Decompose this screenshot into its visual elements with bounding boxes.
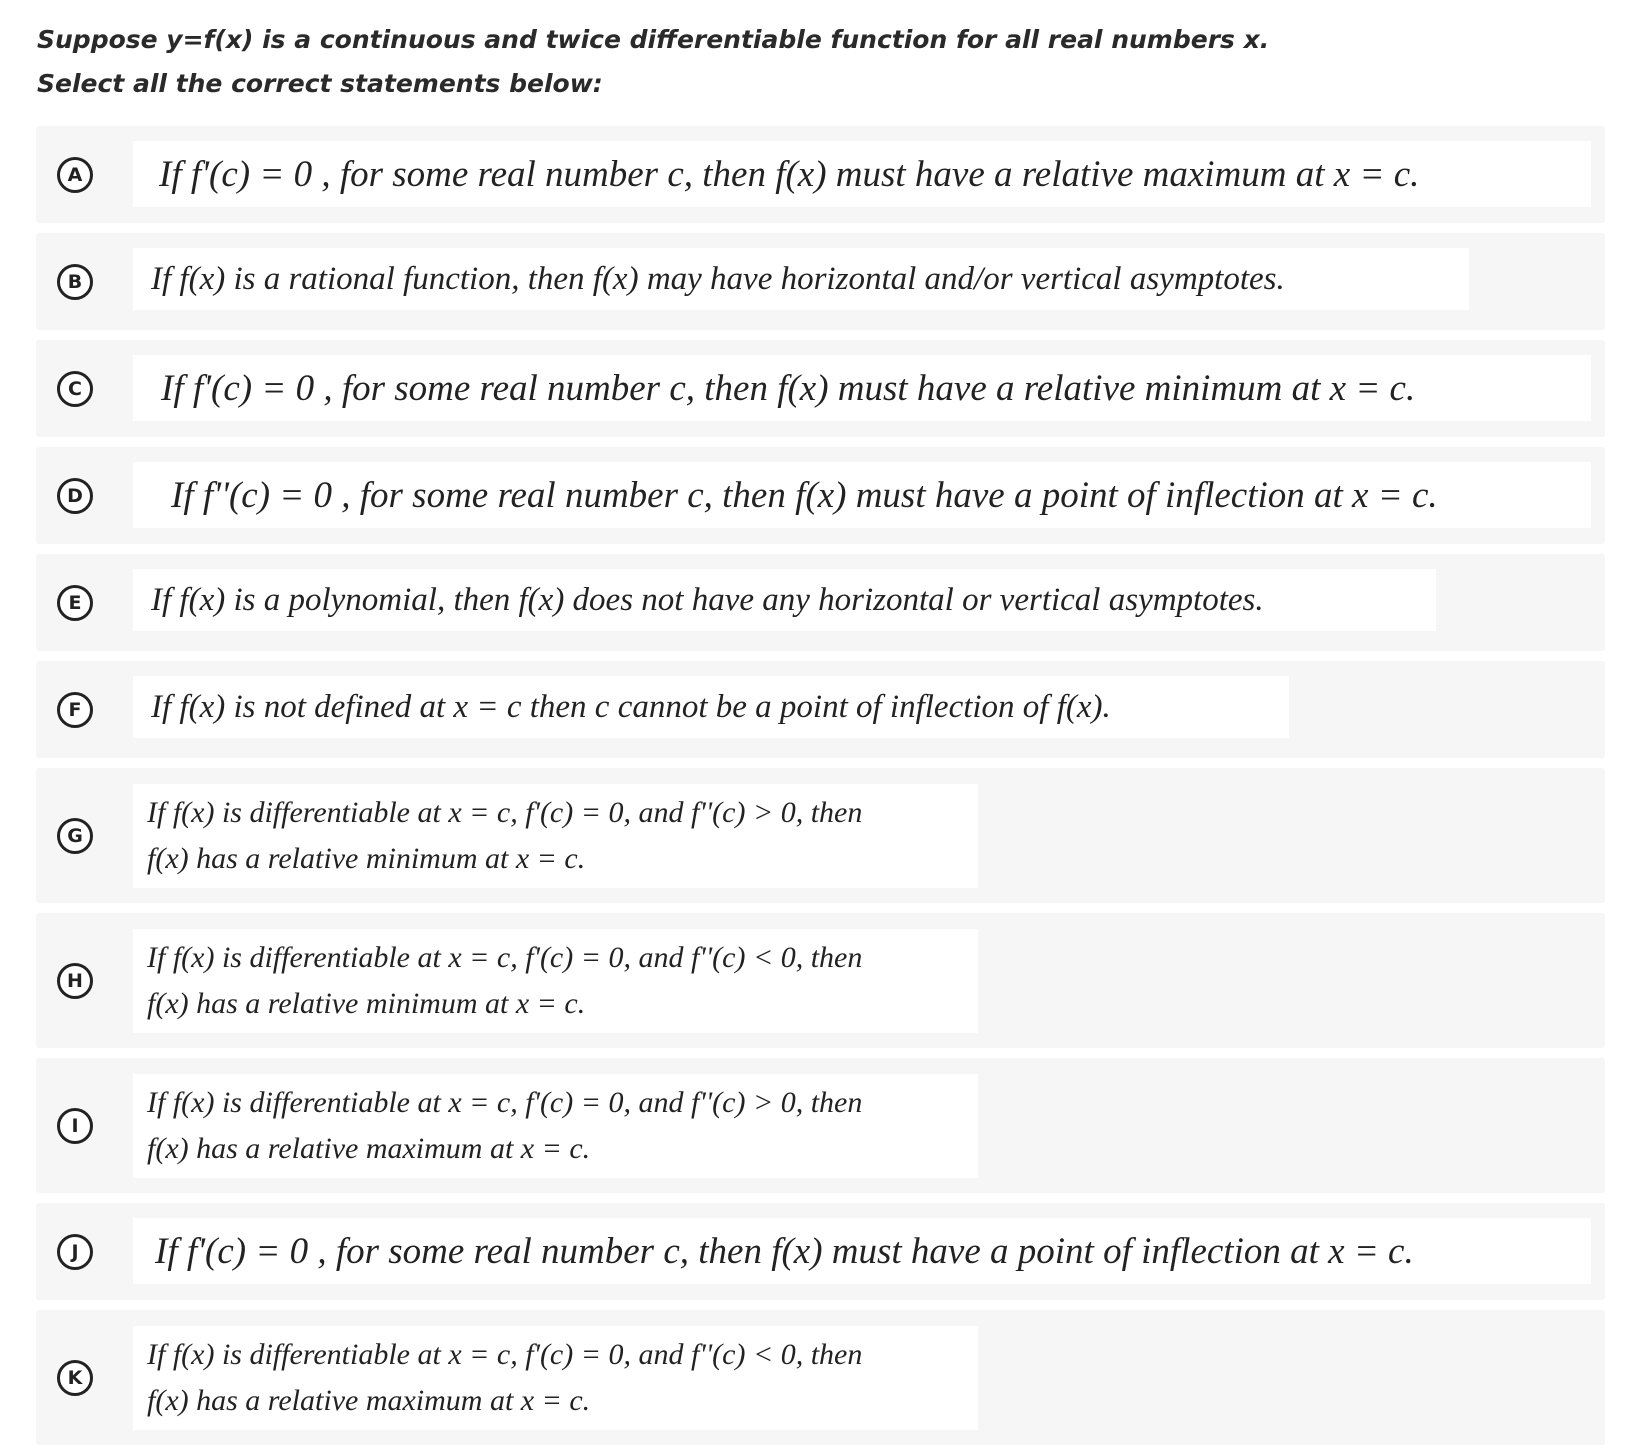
option-a-letter-badge[interactable]: A [57, 157, 93, 193]
option-a[interactable] [36, 126, 1605, 223]
question-line-1: Suppose y=f(x) is a continuous and twice differentiable function for all real numbers x. [37, 25, 1270, 54]
option-i-statement-line-2: f(x) has a relative maximum at x = c. [147, 1132, 591, 1165]
option-d-statement: If f''(c) = 0 , for some real number c, then f(x) must have a point of inflection at x = c. [133, 462, 1591, 528]
question-prompt [37, 18, 1269, 106]
option-d-letter-badge[interactable]: D [57, 478, 93, 514]
option-h-statement [133, 929, 978, 1033]
option-e-statement: If f(x) is a polynomial, then f(x) does not have any horizontal or vertical asymptotes. [133, 569, 1436, 631]
option-f[interactable] [36, 661, 1605, 758]
option-g[interactable] [36, 768, 1605, 903]
option-c-statement: If f'(c) = 0 , for some real number c, then f(x) must have a relative minimum at x = c. [133, 355, 1591, 421]
option-f-statement: If f(x) is not defined at x = c then c cannot be a point of inflection of f(x). [133, 676, 1289, 738]
option-k-letter-badge[interactable]: K [57, 1360, 93, 1396]
option-d[interactable] [36, 447, 1605, 544]
option-h-letter-badge[interactable]: H [57, 963, 93, 999]
option-i-statement [133, 1074, 978, 1178]
option-h-statement-line-1: If f(x) is differentiable at x = c, f'(c) = 0, and f''(c) < 0, then [147, 941, 863, 974]
option-c-letter-badge[interactable]: C [57, 371, 93, 407]
option-h-statement-line-2: f(x) has a relative minimum at x = c. [147, 987, 586, 1020]
option-e[interactable] [36, 554, 1605, 651]
option-j-statement: If f'(c) = 0 , for some real number c, then f(x) must have a point of inflection at x = c. [133, 1218, 1591, 1284]
option-i-statement-line-1: If f(x) is differentiable at x = c, f'(c) = 0, and f''(c) > 0, then [147, 1086, 863, 1119]
option-k-statement-line-2: f(x) has a relative maximum at x = c. [147, 1384, 591, 1417]
question-line-2: Select all the correct statements below: [37, 69, 603, 98]
option-c[interactable] [36, 340, 1605, 437]
option-h[interactable] [36, 913, 1605, 1048]
option-a-statement: If f'(c) = 0 , for some real number c, then f(x) must have a relative maximum at x = c. [133, 141, 1591, 207]
option-g-statement-line-2: f(x) has a relative minimum at x = c. [147, 842, 586, 875]
option-k[interactable] [36, 1310, 1605, 1445]
option-e-letter-badge[interactable]: E [57, 585, 93, 621]
option-g-statement [133, 784, 978, 888]
option-b-statement: If f(x) is a rational function, then f(x) may have horizontal and/or vertical asymptotes. [133, 248, 1469, 310]
answer-options [36, 126, 1605, 1455]
option-j-letter-badge[interactable]: J [57, 1234, 93, 1270]
option-g-letter-badge[interactable]: G [57, 818, 93, 854]
option-b-letter-badge[interactable]: B [57, 264, 93, 300]
option-f-letter-badge[interactable]: F [57, 692, 93, 728]
option-j[interactable] [36, 1203, 1605, 1300]
option-g-statement-line-1: If f(x) is differentiable at x = c, f'(c) = 0, and f''(c) > 0, then [147, 796, 863, 829]
option-i-letter-badge[interactable]: I [57, 1108, 93, 1144]
option-k-statement-line-1: If f(x) is differentiable at x = c, f'(c) = 0, and f''(c) < 0, then [147, 1338, 863, 1371]
option-b[interactable] [36, 233, 1605, 330]
option-i[interactable] [36, 1058, 1605, 1193]
option-k-statement [133, 1326, 978, 1430]
